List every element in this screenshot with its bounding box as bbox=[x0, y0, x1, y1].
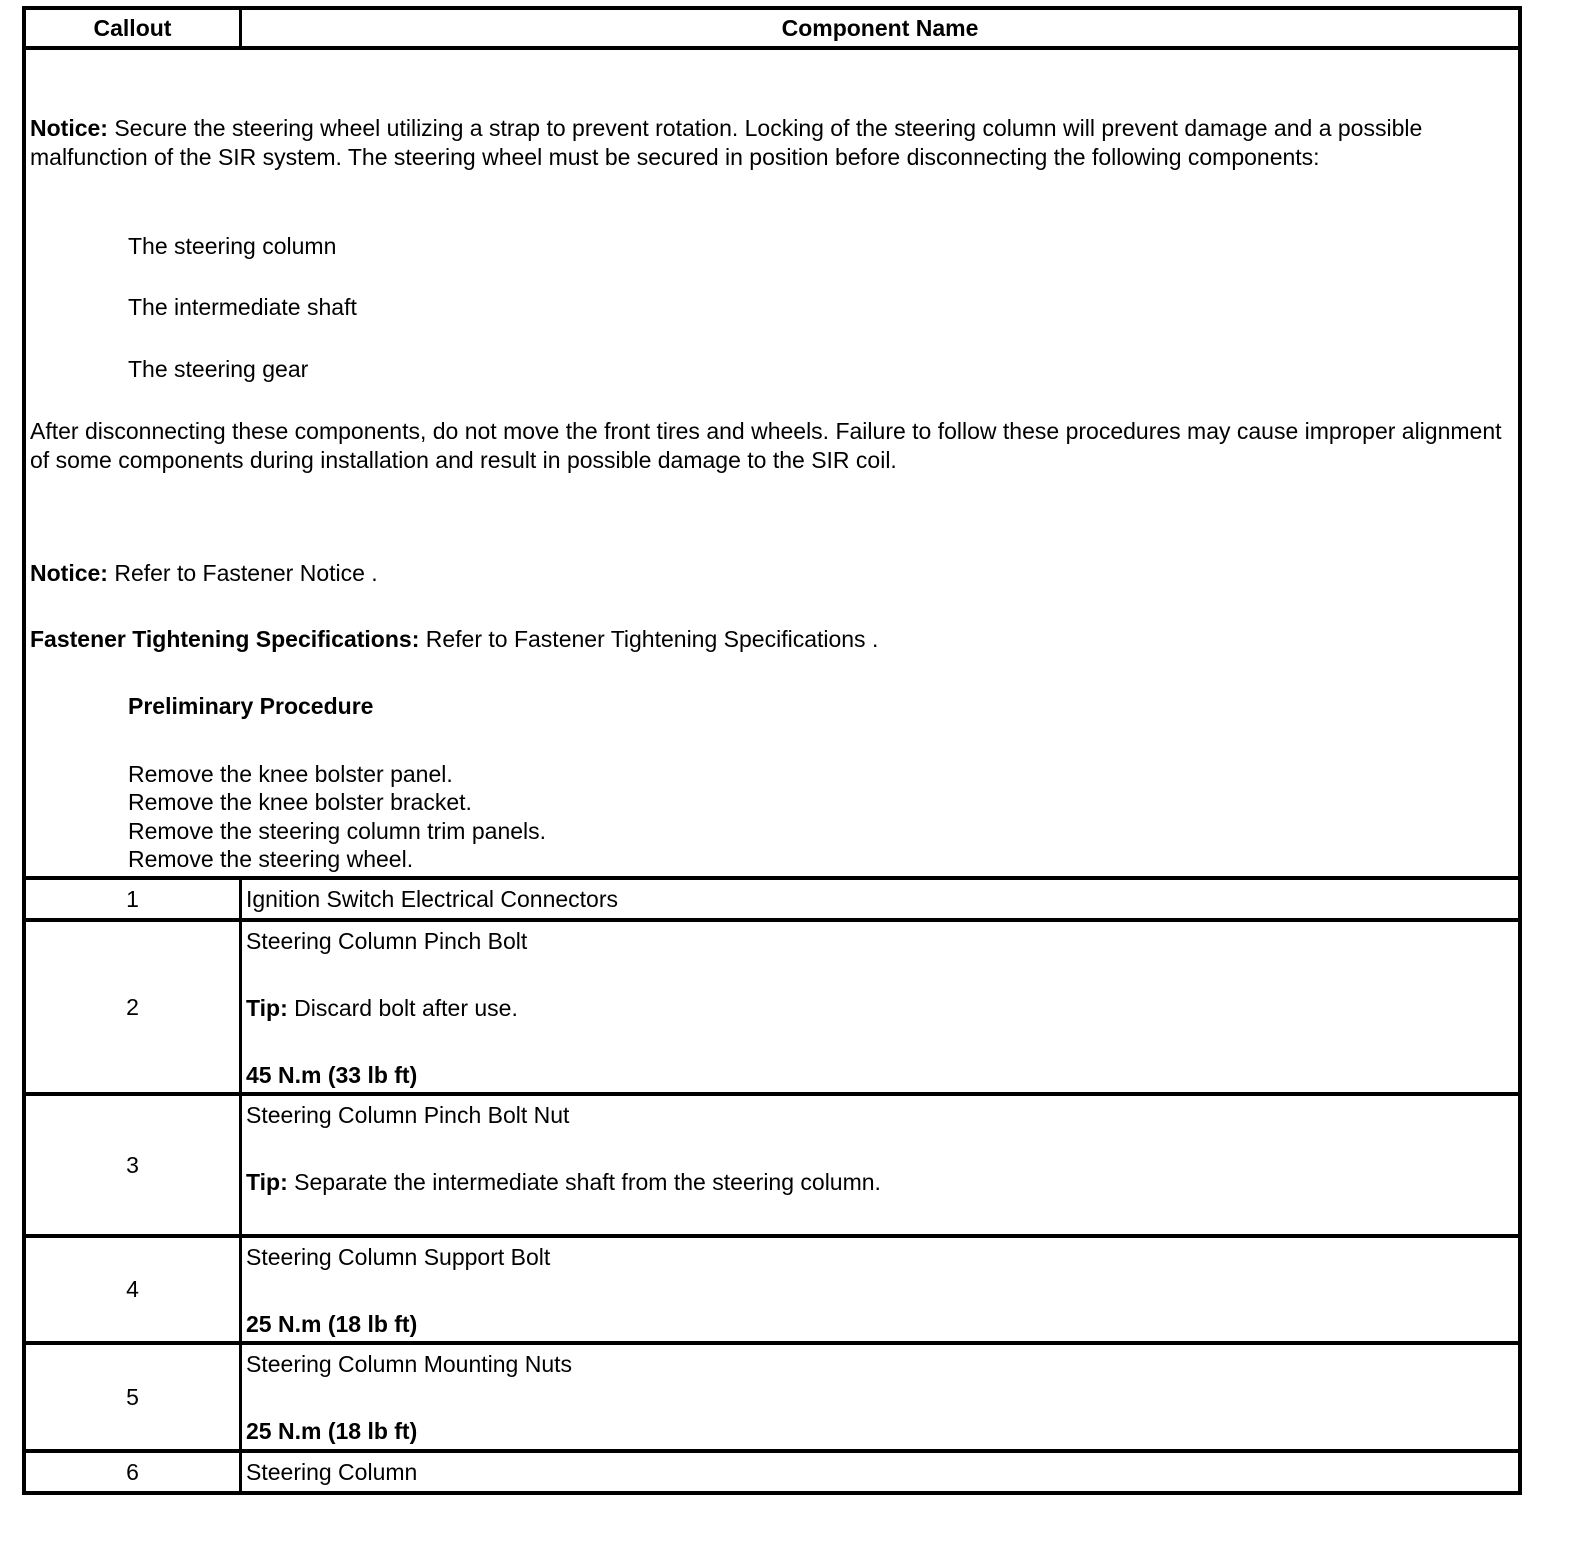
callout-number: 5 bbox=[26, 1345, 242, 1449]
list-item: The intermediate shaft bbox=[128, 294, 357, 320]
torque-spec: 25 N.m (18 lb ft) bbox=[246, 1418, 418, 1444]
callout-column-header: Callout bbox=[26, 10, 242, 46]
table-row bbox=[22, 1238, 1522, 1345]
component-label: Steering Column bbox=[246, 1459, 418, 1485]
tip-text: Separate the intermediate shaft from the steering column. bbox=[294, 1169, 881, 1195]
list-item: Remove the steering wheel. bbox=[128, 846, 414, 872]
component-name bbox=[242, 1453, 1518, 1491]
component-label: Steering Column Pinch Bolt bbox=[246, 928, 528, 954]
component-name bbox=[242, 1096, 1518, 1234]
notice-fastener bbox=[30, 559, 378, 588]
callout-number: 3 bbox=[26, 1096, 242, 1234]
component-name bbox=[242, 1345, 1518, 1449]
preliminary-procedure-title: Preliminary Procedure bbox=[128, 693, 374, 719]
table-row bbox=[22, 1453, 1522, 1495]
component-name bbox=[242, 922, 1518, 1092]
torque-spec: 45 N.m (33 lb ft) bbox=[246, 1062, 418, 1088]
table-row bbox=[22, 1096, 1522, 1238]
tip-text: Discard bolt after use. bbox=[294, 995, 518, 1021]
list-item: Remove the steering column trim panels. bbox=[128, 818, 547, 844]
table-row bbox=[22, 880, 1522, 922]
component-name bbox=[242, 880, 1518, 918]
tip bbox=[246, 995, 518, 1022]
component-label: Steering Column Mounting Nuts bbox=[246, 1351, 572, 1377]
list-item: Remove the knee bolster bracket. bbox=[128, 789, 472, 815]
component-label: Steering Column Pinch Bolt Nut bbox=[246, 1102, 570, 1128]
notice-label: Notice: bbox=[30, 560, 108, 586]
notes-row bbox=[22, 50, 1522, 880]
tip-label: Tip: bbox=[246, 1169, 288, 1195]
after-disconnect-text: After disconnecting these components, do not move the front tires and wheels. Failure to follow these procedures may cause improper alignment of some components during installation and result in possible damage to the SIR coil. bbox=[30, 418, 1502, 473]
fastener-specs-text: Refer to Fastener Tightening Specifications . bbox=[425, 626, 879, 652]
list-item: The steering column bbox=[128, 233, 337, 259]
notice-text: Secure the steering wheel utilizing a strap to prevent rotation. Locking of the steering column will prevent damage and a possible malfunction of the SIR system. The steering wheel must be secured in position before disconnecting the following components: bbox=[30, 115, 1423, 170]
table-header-row bbox=[22, 6, 1522, 50]
notice-label: Notice: bbox=[30, 115, 108, 141]
notice-fastener-steering bbox=[30, 114, 1504, 171]
list-item: Remove the knee bolster panel. bbox=[128, 761, 453, 787]
component-name-column-header: Component Name bbox=[781, 14, 979, 41]
callout-number: 6 bbox=[26, 1453, 242, 1491]
component-table bbox=[22, 6, 1522, 1495]
callout-number: 2 bbox=[26, 922, 242, 1092]
list-item: The steering gear bbox=[128, 356, 309, 382]
table-row bbox=[22, 922, 1522, 1096]
component-name bbox=[242, 1238, 1518, 1341]
callout-number: 4 bbox=[26, 1238, 242, 1341]
callout-number: 1 bbox=[26, 880, 242, 918]
notice-text: Refer to Fastener Notice . bbox=[114, 560, 378, 586]
tip-label: Tip: bbox=[246, 995, 288, 1021]
torque-spec: 25 N.m (18 lb ft) bbox=[246, 1311, 418, 1337]
component-label: Steering Column Support Bolt bbox=[246, 1244, 551, 1270]
tip bbox=[246, 1169, 881, 1196]
fastener-specs-label: Fastener Tightening Specifications: bbox=[30, 626, 420, 652]
fastener-specs bbox=[30, 625, 878, 654]
component-label: Ignition Switch Electrical Connectors bbox=[246, 886, 618, 912]
table-row bbox=[22, 1345, 1522, 1453]
